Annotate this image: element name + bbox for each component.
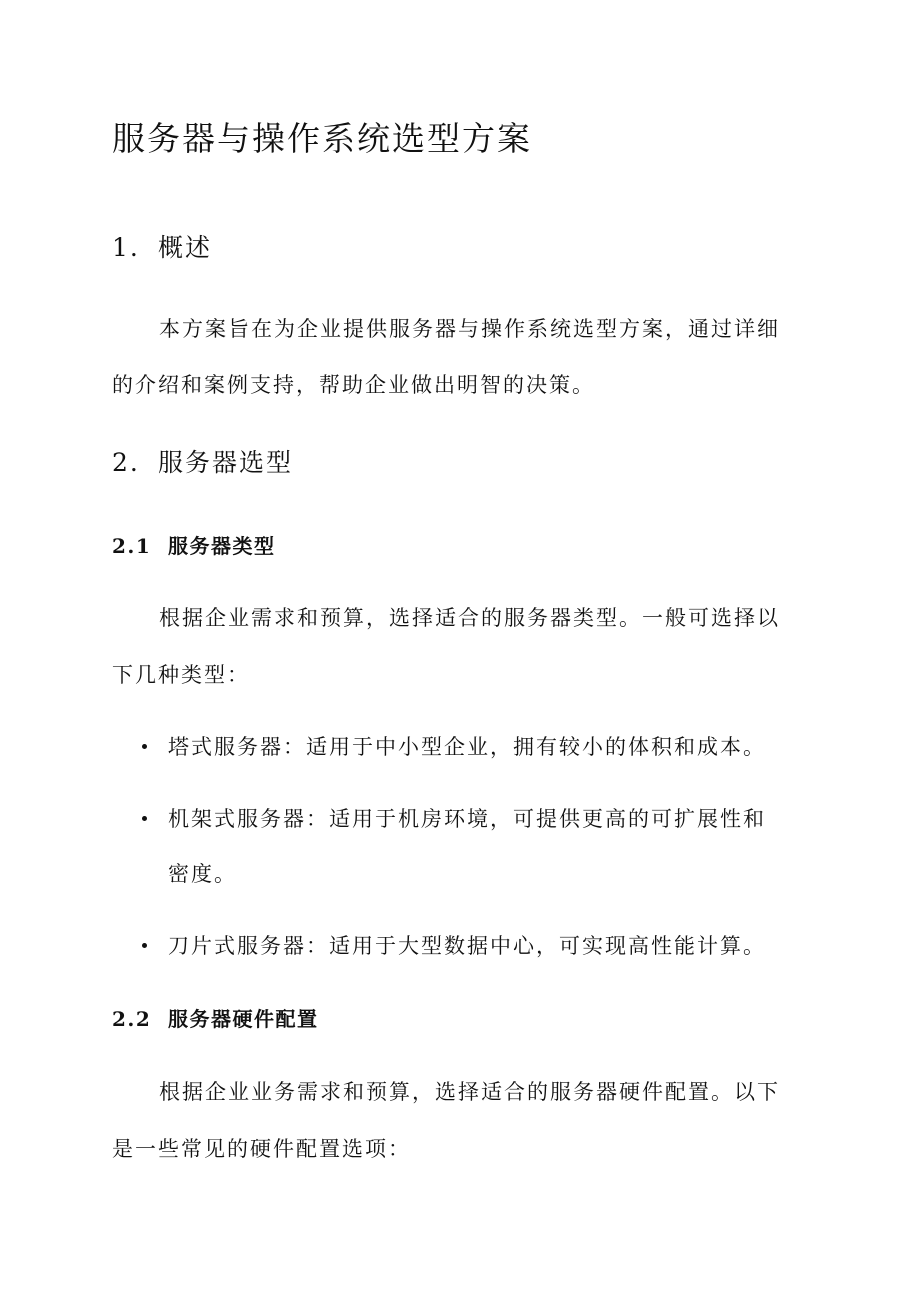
- hardware-para-line-1: 根据企业业务需求和预算，选择适合的服务器硬件配置。以下: [159, 1080, 780, 1104]
- subsection-title: 服务器类型: [168, 534, 276, 558]
- section-number: 2.: [112, 448, 140, 477]
- bullet-item-tower: 塔式服务器：适用于中小型企业，拥有较小的体积和成本。: [168, 735, 766, 759]
- subsection-number: 2.2: [112, 1007, 152, 1031]
- bullet-dot: [142, 744, 147, 749]
- subsection-2-2-heading: [112, 1003, 319, 1032]
- section-title: 概述: [158, 233, 213, 262]
- bullet-dot: [142, 816, 147, 821]
- subsection-2-1-heading: [112, 530, 276, 559]
- page-title: 服务器与操作系统选型方案: [112, 119, 532, 158]
- overview-line-1: 本方案旨在为企业提供服务器与操作系统选型方案，通过详细: [159, 317, 780, 341]
- bullet-item-blade: 刀片式服务器：适用于大型数据中心，可实现高性能计算。: [168, 934, 766, 958]
- subsection-number: 2.1: [112, 534, 152, 558]
- bullet-dot: [142, 943, 147, 948]
- types-para-line-2: 下几种类型：: [112, 663, 250, 687]
- types-para-line-1: 根据企业需求和预算，选择适合的服务器类型。一般可选择以: [159, 606, 780, 630]
- subsection-title: 服务器硬件配置: [168, 1007, 319, 1031]
- section-2-heading: [112, 443, 293, 479]
- section-number: 1.: [112, 233, 140, 262]
- hardware-para-line-2: 是一些常见的硬件配置选项：: [112, 1137, 411, 1161]
- section-title: 服务器选型: [158, 448, 294, 477]
- section-1-heading: [112, 228, 212, 264]
- bullet-item-rack-line-2: 密度。: [168, 862, 237, 886]
- bullet-item-rack-line-1: 机架式服务器：适用于机房环境，可提供更高的可扩展性和: [168, 807, 766, 831]
- overview-line-2: 的介绍和案例支持，帮助企业做出明智的决策。: [112, 373, 595, 397]
